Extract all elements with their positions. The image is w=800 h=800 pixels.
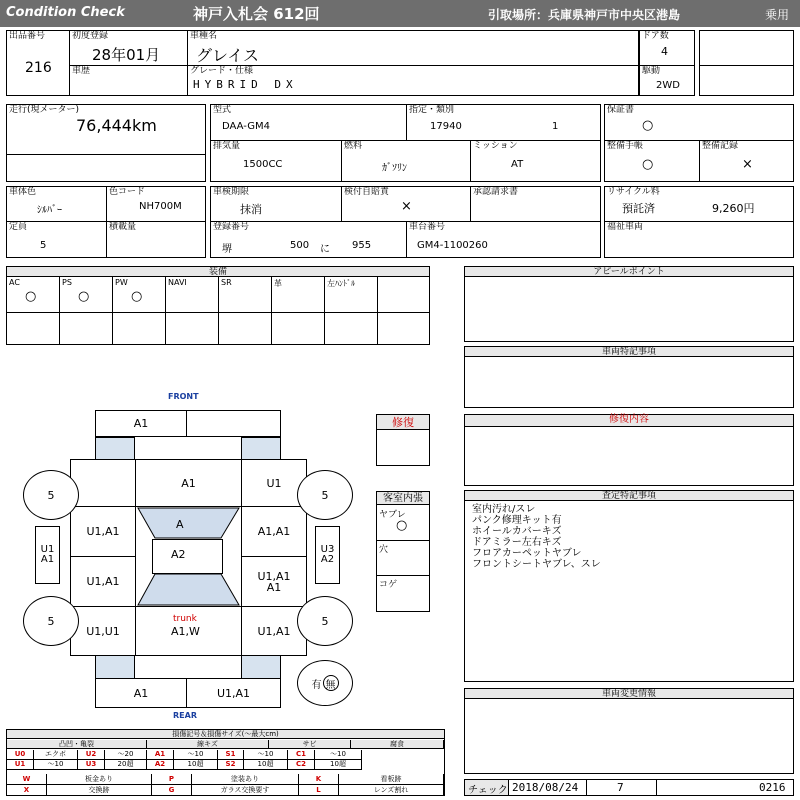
- color-code-label: 色コード: [109, 187, 146, 197]
- fuel-label: 燃料: [344, 141, 363, 151]
- insurance-value: ×: [401, 199, 412, 214]
- tire-rear-right: 5: [297, 596, 353, 646]
- right-mirror-1: U3: [320, 544, 335, 555]
- change-title: 車両変更情報: [465, 689, 793, 699]
- grade-label: グレード・仕様: [190, 66, 254, 76]
- legend-size: ～10: [174, 750, 218, 760]
- record-label: 整備記録: [702, 141, 739, 151]
- mileage-value: 76,444km: [76, 116, 157, 135]
- designation-label: 指定・類別: [409, 105, 455, 115]
- appeal-title: アピールポイント: [465, 267, 793, 277]
- welfare-label: 福祉車両: [607, 222, 644, 232]
- row1-extra: [699, 30, 794, 96]
- recycle-status: 預託済: [622, 202, 655, 215]
- equipment-label: 左ﾊﾝﾄﾞﾙ: [327, 279, 355, 288]
- legend-title: 損傷記号＆損傷サイズ(～最大cm): [7, 730, 444, 739]
- lot-label: 出品番号: [9, 31, 46, 41]
- left-mirror-2: A1: [40, 554, 55, 565]
- legend-misc-desc: 交換跡: [47, 785, 152, 796]
- left-mirror: [35, 526, 60, 584]
- legend-size: ～10: [244, 750, 288, 760]
- car-name-label: 車種名: [190, 31, 218, 41]
- rear-right-door-2: A1: [266, 580, 282, 594]
- legend-size: エクボ: [34, 750, 78, 760]
- header-title: 神戸入札会 612回: [193, 5, 320, 23]
- front-left-fender: [70, 459, 136, 507]
- equipment-title: 装備: [7, 267, 429, 277]
- equipment-label: PS: [62, 278, 72, 287]
- assessment-line: 室内汚れ/スレ: [472, 504, 536, 515]
- history-label: 車歴: [72, 66, 91, 76]
- rear-bumper-right: U1,A1: [186, 678, 281, 708]
- check-date: 2018/08/24: [512, 781, 579, 794]
- change-panel: [464, 688, 794, 774]
- roof-value: A2: [171, 548, 186, 561]
- lot-value: 216: [25, 60, 52, 76]
- legend-size: 20超: [105, 760, 147, 770]
- repair-content-title: 修復内容: [465, 415, 793, 427]
- legend-misc-desc: 塗装あり: [192, 774, 299, 785]
- roof: [152, 539, 223, 574]
- trunk-label: trunk: [173, 614, 197, 624]
- assessment-line: パンク修理キット有: [472, 515, 562, 526]
- equipment-label: PW: [115, 278, 128, 287]
- check-label: チェック: [468, 785, 508, 796]
- legend-code: U0: [7, 750, 34, 760]
- legend-code: C1: [288, 750, 315, 760]
- reg-place: 堺: [222, 244, 232, 255]
- check-num: 7: [617, 781, 624, 794]
- legend-code: A1: [147, 750, 174, 760]
- chassis-value: GM4-1100260: [417, 240, 488, 251]
- header-brand: Condition Check: [6, 5, 125, 20]
- color-label: 車体色: [9, 187, 37, 197]
- legend-code: C2: [288, 760, 315, 770]
- spare-no: 無: [323, 675, 339, 691]
- rear-right-quarter: U1,A1: [241, 606, 307, 656]
- legend-misc-code: K: [299, 774, 339, 785]
- tire-rear-left: 5: [23, 596, 79, 646]
- legend-size: ～10: [34, 760, 78, 770]
- inspection-label: 車検期限: [213, 187, 250, 197]
- legend-misc-code: L: [299, 785, 339, 796]
- designation-value: 17940: [430, 121, 462, 132]
- inspection-value: 抹消: [240, 203, 262, 216]
- legend-misc-code: W: [7, 774, 47, 785]
- assessment-line: ホイールカバーキズ: [472, 526, 562, 537]
- tire-front-right: 5: [297, 470, 353, 520]
- recycle-label: リサイクル料: [607, 187, 660, 197]
- legend-code: S1: [218, 750, 244, 760]
- rear-bumper-left: A1: [95, 678, 187, 708]
- assessment-line: フロアカーペットヤブレ: [472, 548, 582, 559]
- trunk-value: A1,W: [171, 625, 200, 638]
- front-right-door: A1,A1: [241, 506, 307, 557]
- legend-code: U3: [78, 760, 105, 770]
- legend-code: U1: [7, 760, 34, 770]
- capacity-label: 定員: [9, 222, 28, 232]
- legend-code: S2: [218, 760, 244, 770]
- warranty-value: ○: [642, 118, 654, 133]
- hole-label: 穴: [379, 545, 389, 555]
- legend-size: 10超: [315, 760, 362, 770]
- model-label: 型式: [213, 105, 232, 115]
- front-bumper-right: [186, 410, 281, 437]
- spare-yes: 有: [311, 679, 322, 691]
- displacement-label: 排気量: [213, 141, 241, 151]
- warranty-label: 保証書: [607, 105, 635, 115]
- equipment-value: ○: [131, 289, 143, 304]
- color-value: ｼﾙﾊﾞｰ: [37, 205, 62, 216]
- load-label: 積載量: [109, 222, 137, 232]
- legend-misc-desc: ガラス交換要す: [192, 785, 299, 796]
- drive-label: 駆動: [642, 66, 661, 76]
- check-id: 0216: [759, 781, 786, 794]
- legend-size: 10超: [244, 760, 288, 770]
- front-right-fender: U1: [241, 459, 307, 507]
- front-bumper-left: A1: [95, 410, 187, 437]
- hood: A1: [135, 459, 242, 507]
- rear-right-door: [241, 556, 307, 607]
- repair-title: 修復: [377, 415, 429, 430]
- reg-class: 500: [290, 240, 310, 251]
- assessment-line: フロントシートヤブレ、スレ: [472, 559, 601, 570]
- assessment-line: ドアミラー左右キズ: [472, 537, 562, 548]
- interior-title: 客室内張: [377, 492, 429, 505]
- legend-size: ～10: [315, 750, 362, 760]
- rear-label: REAR: [173, 711, 197, 720]
- rear-left-quarter: U1,U1: [70, 606, 136, 656]
- windshield: A: [176, 518, 184, 531]
- tear-label: ヤブレ: [379, 510, 406, 520]
- capacity-value: 5: [40, 240, 47, 251]
- door-value: 4: [661, 45, 668, 58]
- legend-misc-code: X: [7, 785, 47, 796]
- legend-misc-code: P: [152, 774, 192, 785]
- reg-label: 登録番号: [213, 222, 250, 232]
- chassis-label: 車台番号: [409, 222, 446, 232]
- special-title: 車両特記事項: [465, 347, 793, 357]
- rear-left-door: U1,A1: [70, 556, 136, 607]
- pickup-location: 引取場所：兵庫県神戸市中央区港島: [488, 8, 681, 22]
- front-left-door: U1,A1: [70, 506, 136, 557]
- color-code-value: NH700M: [139, 201, 182, 212]
- displacement-value: 1500CC: [243, 159, 283, 170]
- left-mirror-1: U1: [40, 544, 55, 555]
- front-label: FRONT: [168, 392, 199, 401]
- appeal-panel: [464, 266, 794, 342]
- record-value: ×: [742, 157, 753, 172]
- insurance-label: 検付自賠責: [344, 187, 390, 197]
- maint-value: ○: [642, 157, 654, 172]
- equipment-label: NAVI: [168, 278, 187, 287]
- right-mirror-2: A2: [320, 554, 335, 565]
- equipment-label: AC: [9, 278, 20, 287]
- mission-label: ミッション: [473, 141, 518, 151]
- car-name-value: グレイス: [196, 46, 260, 65]
- legend-size: ～20: [105, 750, 147, 760]
- legend-size: 10超: [174, 760, 218, 770]
- legend-misc-desc: レンズ割れ: [339, 785, 444, 796]
- fuel-value: ｶﾞｿﾘﾝ: [382, 163, 407, 174]
- first-reg-value: 28年01月: [92, 46, 161, 64]
- legend-header: 凸凹・亀裂: [7, 740, 147, 749]
- legend-misc-desc: 板金あり: [47, 774, 152, 785]
- door-label: ドア数: [642, 31, 669, 41]
- tear-value: ○: [396, 518, 408, 533]
- burn-label: コゲ: [379, 580, 398, 590]
- reg-kana: に: [320, 244, 330, 255]
- mileage-label: 走行(現メーター): [9, 105, 80, 115]
- equipment-value: ○: [25, 289, 37, 304]
- legend-misc-desc: 看板跡: [339, 774, 444, 785]
- model-value: DAA-GM4: [222, 121, 270, 132]
- rear-right-door-1: U1,A1: [257, 569, 291, 583]
- legend-code: A2: [147, 760, 174, 770]
- assessment-notes: [472, 504, 601, 570]
- equipment-label: 革: [274, 279, 282, 288]
- recycle-amount: 9,260円: [712, 202, 755, 215]
- equipment-label: SR: [221, 278, 232, 287]
- legend-header: 線キズ: [147, 740, 269, 749]
- equipment-value: ○: [78, 289, 90, 304]
- drive-value: 2WD: [656, 80, 680, 91]
- mission-value: AT: [511, 159, 524, 170]
- assessment-title: 査定特記事項: [465, 491, 793, 501]
- first-reg-label: 初度登録: [72, 31, 109, 41]
- grade-value: HYBRID DX: [193, 78, 298, 91]
- legend-header: 腐食: [351, 740, 444, 749]
- right-mirror: [315, 526, 340, 584]
- tire-front-left: 5: [23, 470, 79, 520]
- spare-tire: [297, 660, 353, 706]
- category-value: 1: [552, 121, 559, 132]
- approval-label: 承認請求書: [473, 187, 519, 197]
- legend-misc-code: G: [152, 785, 192, 796]
- reg-number: 955: [352, 240, 372, 251]
- legend-header: サビ: [269, 740, 351, 749]
- legend-code: U2: [78, 750, 105, 760]
- maint-label: 整備手帳: [607, 141, 644, 151]
- category: 乗用: [765, 8, 790, 22]
